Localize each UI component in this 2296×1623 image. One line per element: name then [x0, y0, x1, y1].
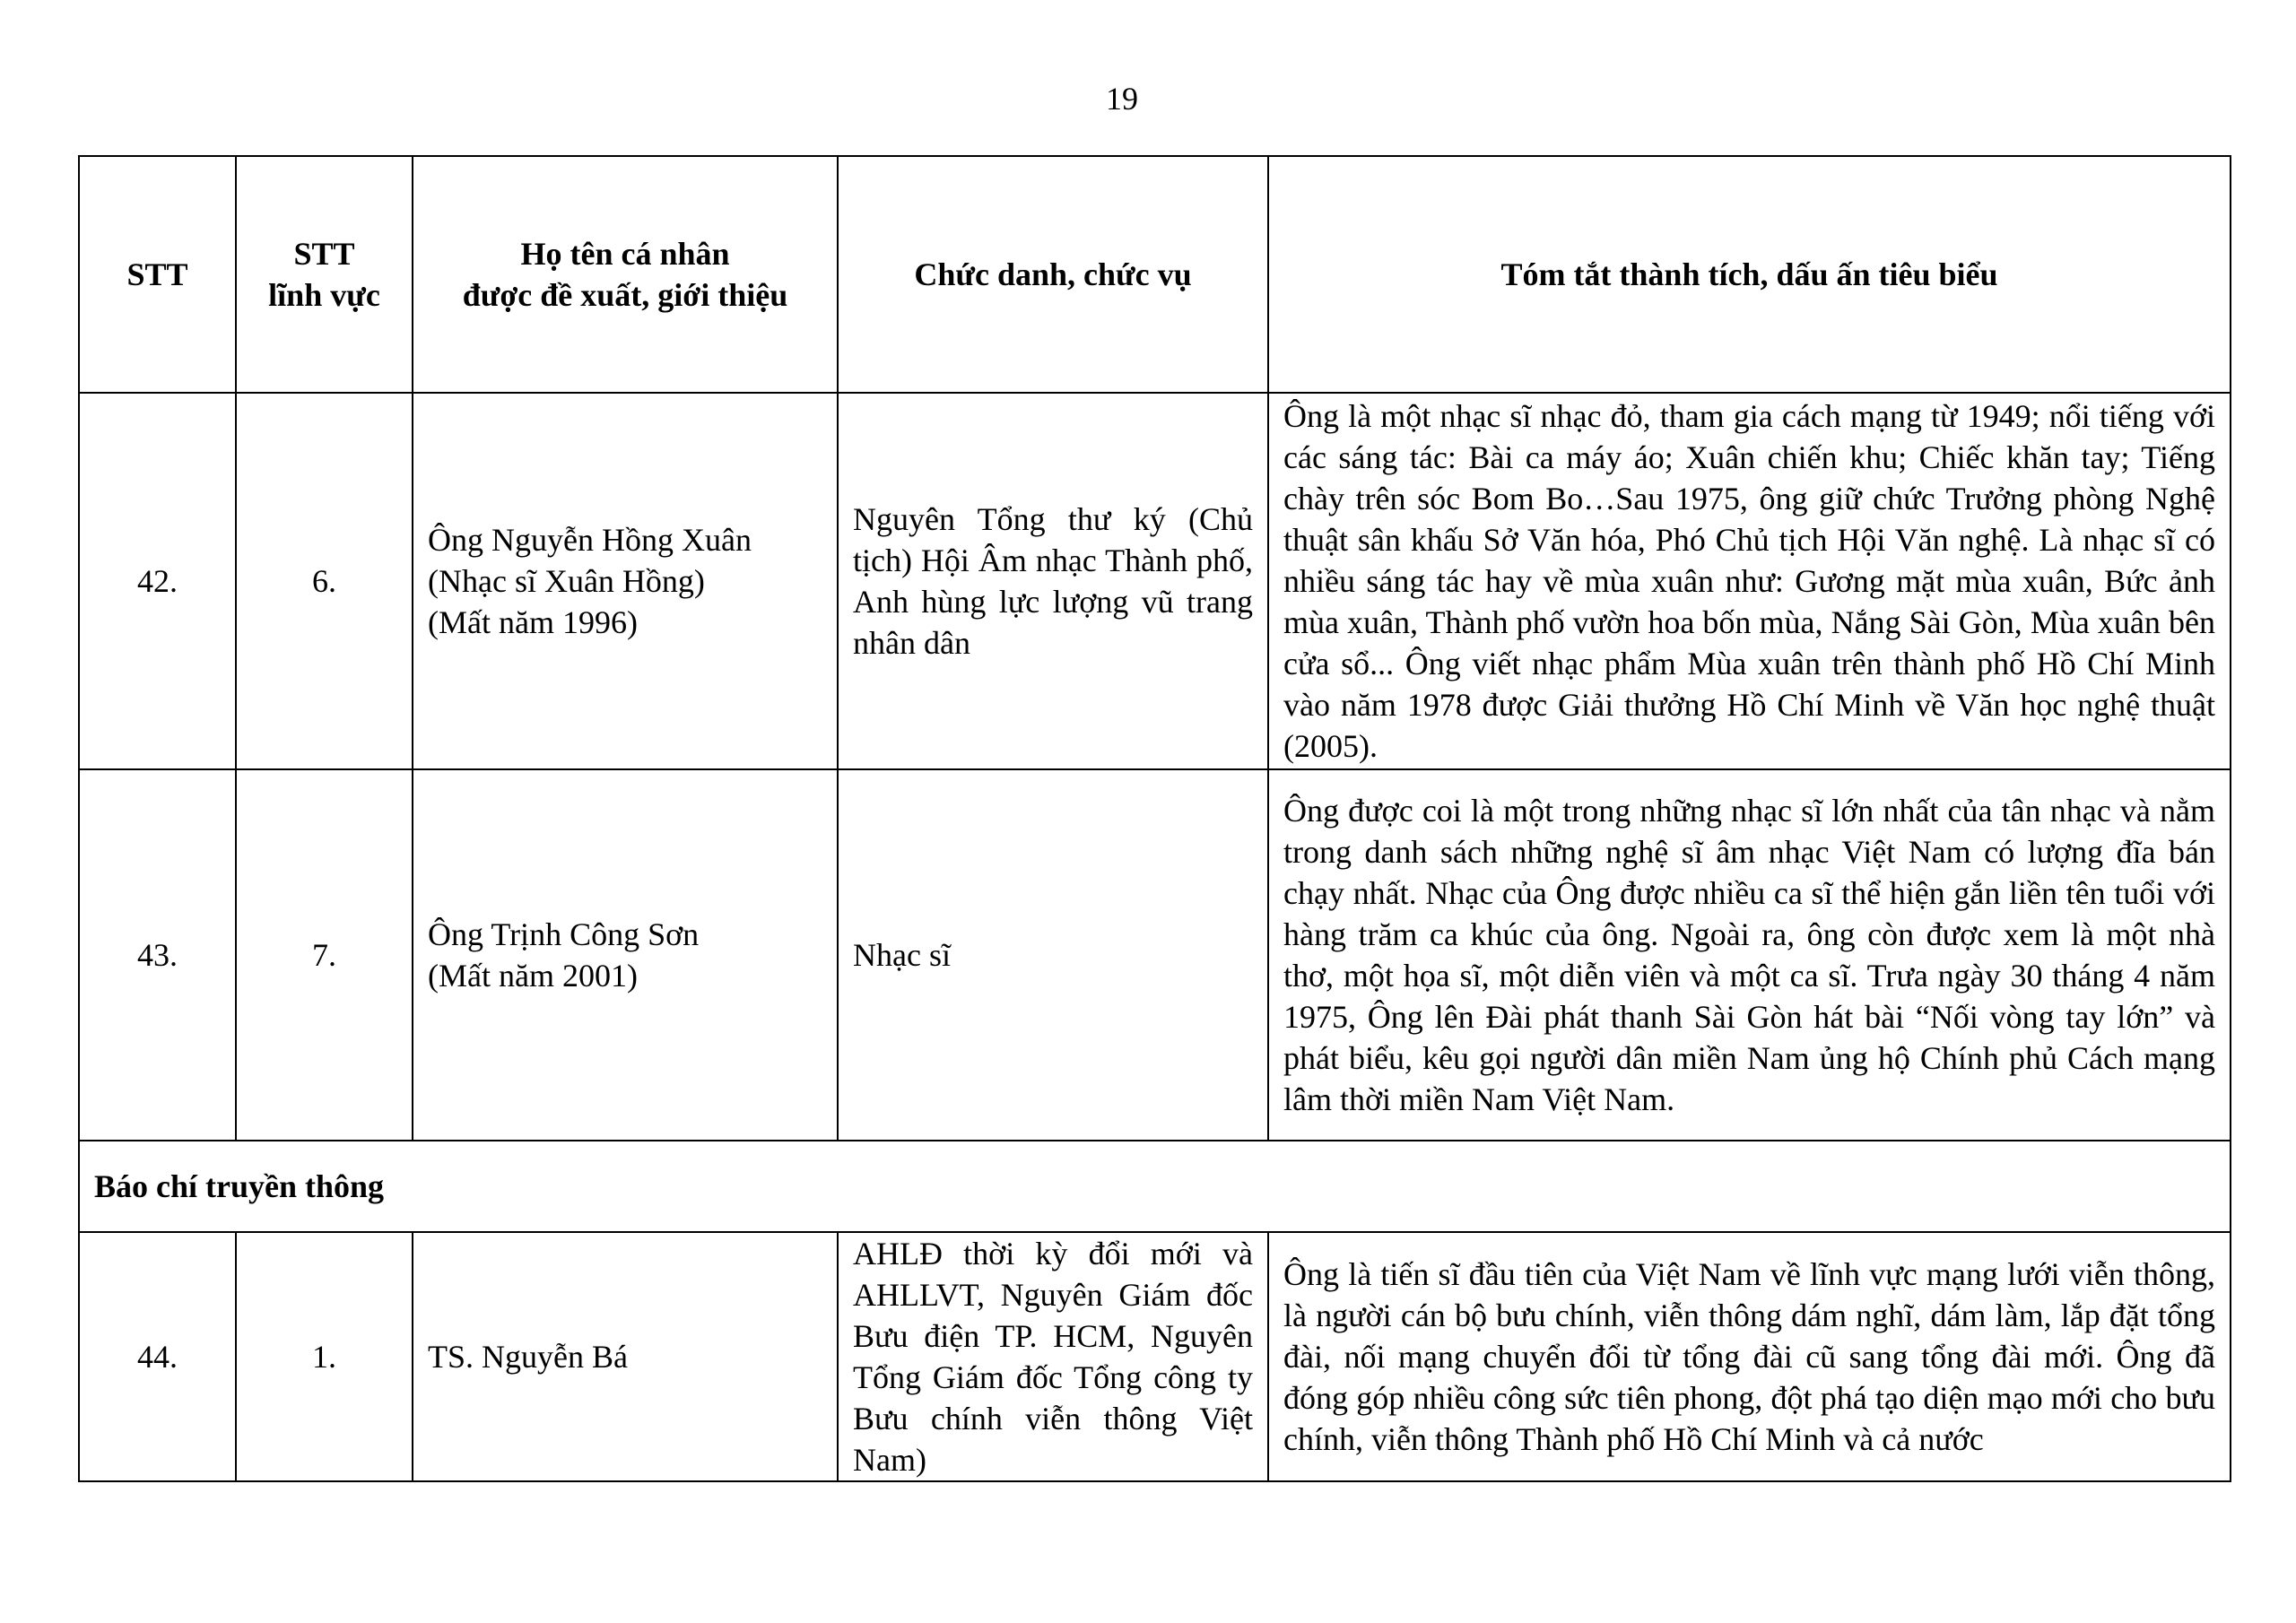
row-title: Nguyên Tổng thư ký (Chủ tịch) Hội Âm nhạc Thành phố, Anh hùng lực lượng vũ trang nhân dân [838, 393, 1268, 769]
section-heading: Báo chí truyền thông [79, 1141, 2231, 1232]
table-row [79, 393, 2231, 769]
row-name [413, 769, 838, 1141]
row-title: AHLĐ thời kỳ đổi mới và AHLLVT, Nguyên Giám đốc Bưu điện TP. HCM, Nguyên Tổng Giám đốc Tổng công ty Bưu chính viễn thông Việt Nam) [838, 1232, 1268, 1481]
header-stt: STT [79, 156, 236, 393]
row-stt: 43. [79, 769, 236, 1141]
name-line: (Nhạc sĩ Xuân Hồng) [428, 563, 705, 599]
nominee-table [78, 155, 2231, 1482]
header-name: Họ tên cá nhân được đề xuất, giới thiệu [413, 156, 838, 393]
table-row [79, 769, 2231, 1141]
row-stt: 42. [79, 393, 236, 769]
row-summary: Ông là tiến sĩ đầu tiên của Việt Nam về lĩnh vực mạng lưới viễn thông, là người cán bộ bưu chính, viễn thông dám nghĩ, dám làm, lắp đặt tổng đài, nối mạng chuyển đổi từ tổng đài cũ sang tổng đài mới. Ông đã đóng góp nhiều công sức tiên phong, đột phá tạo diện mạo mới cho bưu chính, viễn thông Thành phố Hồ Chí Minh và cả nước [1268, 1232, 2231, 1481]
header-title: Chức danh, chức vụ [838, 156, 1268, 393]
row-stt: 44. [79, 1232, 236, 1481]
table-row [79, 1232, 2231, 1481]
row-name [413, 1232, 838, 1481]
name-line: Ông Trịnh Công Sơn [428, 916, 700, 952]
row-stt-field: 6. [236, 393, 413, 769]
row-summary: Ông được coi là một trong những nhạc sĩ lớn nhất của tân nhạc và nằm trong danh sách những nghệ sĩ âm nhạc Việt Nam có lượng đĩa bán chạy nhất. Nhạc của Ông được nhiều ca sĩ thể hiện gắn liền tên tuổi với hàng trăm ca khúc của ông. Ngoài ra, ông còn được xem là một nhà thơ, một họa sĩ, một diễn viên và một ca sĩ. Trưa ngày 30 tháng 4 năm 1975, Ông lên Đài phát thanh Sài Gòn hát bài “Nối vòng tay lớn” và phát biểu, kêu gọi người dân miền Nam ủng hộ Chính phủ Cách mạng lâm thời miền Nam Việt Nam. [1268, 769, 2231, 1141]
row-stt-field: 1. [236, 1232, 413, 1481]
name-line: Ông Nguyễn Hồng Xuân [428, 522, 752, 558]
row-title: Nhạc sĩ [838, 769, 1268, 1141]
row-stt-field: 7. [236, 769, 413, 1141]
row-name [413, 393, 838, 769]
table-header-row [79, 156, 2231, 393]
header-stt-field: STT lĩnh vực [236, 156, 413, 393]
header-summary: Tóm tắt thành tích, dấu ấn tiêu biểu [1268, 156, 2231, 393]
section-row [79, 1141, 2231, 1232]
name-line: TS. Nguyễn Bá [428, 1339, 628, 1375]
name-line: (Mất năm 2001) [428, 958, 638, 994]
name-line: (Mất năm 1996) [428, 604, 638, 640]
row-summary: Ông là một nhạc sĩ nhạc đỏ, tham gia cách mạng từ 1949; nổi tiếng với các sáng tác: Bài ca máy áo; Xuân chiến khu; Chiếc khăn tay; Tiếng chày trên sóc Bom Bo…Sau 1975, ông giữ chức Trưởng phòng Nghệ thuật sân khấu Sở Văn hóa, Phó Chủ tịch Hội Văn nghệ. Là nhạc sĩ có nhiều sáng tác hay về mùa xuân như: Gương mặt mùa xuân, Bức ảnh mùa xuân, Thành phố vườn hoa bốn mùa, Nắng Sài Gòn, Mùa xuân bên cửa sổ... Ông viết nhạc phẩm Mùa xuân trên thành phố Hồ Chí Minh vào năm 1978 được Giải thưởng Hồ Chí Minh về Văn học nghệ thuật (2005). [1268, 393, 2231, 769]
page-number: 19 [1106, 81, 1138, 117]
